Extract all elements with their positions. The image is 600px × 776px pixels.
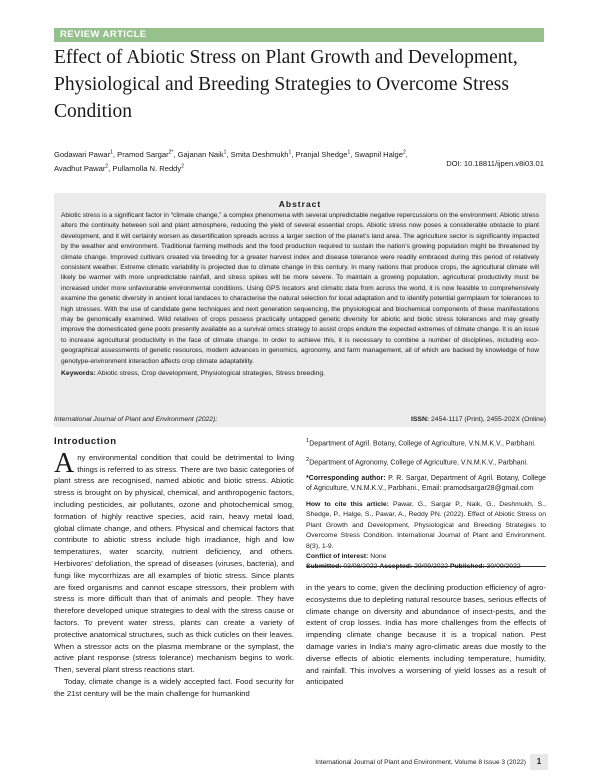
doi-link[interactable]: DOI: 10.18811/ijpen.v8i03.01 bbox=[446, 159, 544, 168]
author: Avadhut Pawar$^2$, bbox=[54, 163, 113, 174]
conflict-of-interest: Conflict of interest: None bbox=[306, 553, 387, 561]
keywords bbox=[61, 370, 539, 377]
article-title: Effect of Abiotic Stress on Plant Growth and Development, Physiological and Breeding Strategies to Overcome Stress Condition bbox=[54, 47, 518, 122]
intro-paragraph-2: Today, climate change is a widely accepted fact. Food security for the 21st century will be the main challenge for humankind bbox=[54, 676, 294, 698]
introduction-heading: Introduction bbox=[54, 436, 117, 447]
affiliation-2: $^2$Department of Agronomy, College of Agriculture, V.N.M.K.V., Parbhani. bbox=[306, 456, 529, 467]
author: Godawari Pawar$^1$, bbox=[54, 149, 118, 159]
issn: ISSN: 2454-1117 (Print), 2455-202X (Online) bbox=[410, 416, 546, 423]
page-number: 1 bbox=[530, 754, 548, 770]
article-type-banner: REVIEW ARTICLE bbox=[54, 28, 544, 42]
body-text-right: in the years to come, given the declining production efficiency of agro-ecosystems due to depleting natural resource bases, serious effects of climate change on diversity and abundance of insect-pests, and the extent of crop losses. India has more challenges from the effects of impending climate change because it is a tropical nation. Pest damage varies in India’s many agro-climatic areas due mostly to the diverse effects of abiotic elements including temperature, humidity, and rainfall. This involves a worsening of yield losses as a result of anticipated bbox=[306, 583, 547, 687]
abstract-text: Abiotic stress is a significant factor in “climate change,” a complex phenomena with several unpredictable negative repercussions on the environment. Abiotic stress alters the continuity between soil and plant atmosphere, reducing the yield of several essential crops. Abiotic stress now poses a considerable obstacle to plant development, and it will certainly worsen as desertification spreads across a larger section of the planet’s land area. The agriculture sector is significantly impacted by the weather and environment. Traditional farming methods and the food production required to sustain the nation’s growing population might be threatened by climate change. Improved cultivars created via breeding for a greater harvest index and disease tolerance were readily embraced during this period of relatively consistent weather. Extreme climatic variability is projected due to climate change in this century. In many nations that produce crops, the agricultural climate will likely be warmer with more unpredictable rainfall, and stress spikes will be more severe. To maintain a growing population, agricultural productivity must be increased under more unfavourable environmental conditions. Using GPS locators and climatic data from across the world, it is now feasible to comprehensively examine the genetic diversity in ancient local landaces to characterise the natural selection for local adaptation and to identify potential germplasm for tolerances to high stresses. With the use of candidate gene techniques and next generation sequencing, the physiological and biochemical components of these manifestations may be genomically examined. Wild relatives of crops possess practically untapped genetic diversity for abiotic and biotic stress tolerances and may greatly improve the domesticated gene pools presently available as a survival omics strategy to assist crops endure the expected extremes of climate change. It is an issue to increase agricultural productivity in the face of climate change. In order to achieve this, it is necessary to combine a number of disciplines, including eco-geographical assessments of genetic resources, modern advances in genomics, agronomy, and farm management, all of which are backed by knowledge of how genotype-environment interaction affects crop climate adaptability. bbox=[61, 212, 539, 365]
author: Smita Deshmukh$^1$, bbox=[230, 149, 296, 159]
keywords-label: Keywords: bbox=[61, 370, 96, 378]
corresponding-author: *Corresponding author: P. R. Sargar, Department of Agril. Botany, College of Agriculture, V.N.M.K.V., Parbhani., Email: pramodsargar28@gmail.com bbox=[306, 474, 546, 493]
journal-line: International Journal of Plant and Environment (2022); bbox=[54, 416, 218, 423]
intro-paragraph-1: Any environmental condition that could be detrimental to living things is referred to as stress. There are two basic categories of plant stress are recognised, named abiotic and biotic stress. Abiotic stress is brought on by physical, chemical, and anthropogenic factors, including pesticides, air pollutants, ozone and photochemical smog, formation of highly reactive species, acid rain, heavy metal load, global climate change, and others. Physical and chemical factors that contribute to abiotic stress include high irradiance, high and low temperatures, water scarcity, nutrient deficiency, and others. Herbivores’ defoliation, the spread of diseases (viruses, bacteria), and fungi like mycorrhizas are all examples of biotic stress. Since plants are fixed organisms and cannot escape stressors, their problem with stress is more difficult than that of animals and people. They have therefore developed unique strategies to deal with the stress cause or factors. To prevent water stress, plants can create a variety of protective anatomical structures, such as thick cuticles on their leaves. When a stressor acts on the plasma membrane or the symplast, the active plant response (stress tolerance) mechanism begins to work. Then, several plant stress reactions start. bbox=[54, 447, 294, 675]
author: Pullamolla N. Reddy$^2$ bbox=[112, 163, 184, 174]
abstract-box bbox=[54, 193, 546, 427]
keywords-list: Abiotic stress, Crop development, Physiological strategies, Stress breeding. bbox=[97, 370, 326, 378]
divider bbox=[306, 566, 546, 567]
abstract-heading: Abstract bbox=[278, 199, 322, 209]
affiliation-column bbox=[306, 436, 546, 573]
article-dates: Submitted: 03/08/2022 Accepted: 29/09/2022 Published: 30/09/2022 bbox=[306, 563, 521, 571]
author: Pranjal Shedge$^1$, bbox=[295, 149, 355, 159]
dropcap: A bbox=[54, 447, 75, 479]
footer-journal: International Journal of Plant and Environment, Volume 8 Issue 3 (2022) bbox=[315, 759, 526, 766]
affiliation-1: $^1$Department of Agril. Botany, College of Agriculture, V.N.M.K.V., Parbhani. bbox=[306, 438, 536, 448]
author: Swapnil Halge$^2$, bbox=[354, 149, 408, 159]
introduction-column bbox=[54, 436, 294, 700]
author: Pramod Sargar$^{2*}$, bbox=[117, 149, 178, 159]
citation-info: How to cite this article: Pawar, G., Sargar P., Naik, G., Deshmukh, S., Shedge, P., Halge, S., Pawar, A., Reddy PN. (2022). Effect of Abiotic Stress on Plant Growth and Development, Physiological and Breeding Strategies to Overcome Stress Condition. International Journal of Plant and Environment. 8(3), 1-9. bbox=[306, 501, 546, 550]
journal-info-row bbox=[54, 416, 546, 423]
author: Gajanan Naik$^1$, bbox=[177, 149, 231, 159]
